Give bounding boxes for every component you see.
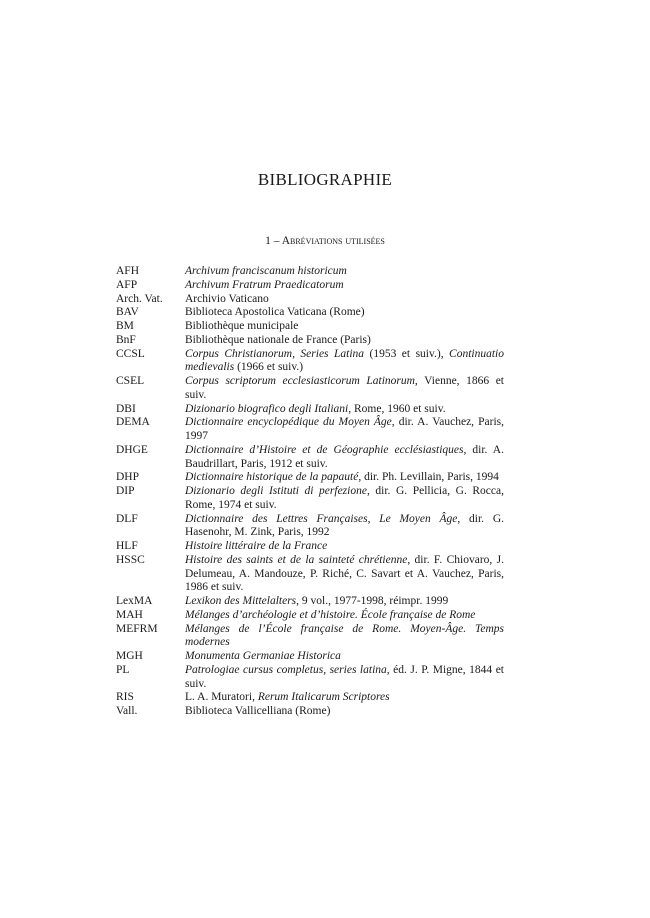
- abbreviation-description: [185, 664, 504, 692]
- section-heading: 1 – Abréviations utilisées: [265, 235, 385, 247]
- abbreviation-description: [185, 348, 504, 376]
- plain-text: Biblioteca Apostolica Vaticana (Rome): [185, 306, 365, 319]
- plain-text: (1953 et suiv.),: [364, 347, 450, 360]
- abbreviation-entry: [116, 265, 504, 279]
- abbreviation-code: HSSC: [116, 553, 145, 566]
- plain-text: Bibliothèque nationale de France (Paris): [185, 333, 371, 346]
- abbreviation-code: DIP: [116, 485, 135, 497]
- page-title: BIBLIOGRAPHIE: [257, 170, 393, 189]
- abbreviation-code: PL: [116, 663, 130, 676]
- abbreviation-code: BM: [116, 320, 134, 332]
- abbreviation-description: [185, 334, 504, 348]
- abbreviation-code: DEMA: [116, 416, 150, 429]
- abbreviation-code: DLF: [116, 512, 138, 525]
- abbreviation-description: [185, 540, 504, 554]
- abbreviation-code: MGH: [116, 650, 143, 662]
- plain-text: , dir. G. Pellicia, G. Rocca, Rome, 1974 et suiv.: [185, 485, 504, 511]
- plain-text: Archivio Vaticano: [185, 292, 269, 305]
- abbreviation-description: [185, 554, 504, 595]
- abbreviation-entry: [116, 320, 504, 334]
- abbreviation-entry: [116, 691, 504, 705]
- abbreviation-description: [185, 623, 504, 651]
- italic-text: Histoire des saints et de la sainteté chrétienne: [185, 553, 408, 566]
- abbreviation-description: [185, 609, 504, 623]
- abbreviation-code: DHP: [116, 471, 140, 484]
- italic-text: Dictionnaire d’Histoire et de Géographie ecclésiastiques: [185, 443, 464, 456]
- abbreviation-entry: [116, 554, 504, 595]
- abbreviation-entry: [116, 609, 504, 623]
- plain-text: , dir. A. Baudrillart, Paris, 1912 et suiv.: [185, 443, 504, 470]
- plain-text: , dir. F. Chiovaro, J. Delumeau, A. Mandouze, P. Riché, C. Savart et A. Vauchez, Paris, 1986 et suiv.: [185, 553, 505, 594]
- plain-text: , éd. J. P. Migne, 1844 et suiv.: [185, 663, 504, 690]
- abbreviation-entry: [116, 595, 504, 609]
- abbreviation-entry: [116, 279, 504, 293]
- plain-text: , 9 vol., 1977-1998, réimpr. 1999: [296, 595, 449, 607]
- plain-text: , dir. Ph. Levillain, Paris, 1994: [358, 471, 499, 484]
- abbreviation-code: RIS: [116, 691, 134, 704]
- abbreviation-code: CCSL: [116, 347, 145, 360]
- italic-text: Continuatio medievalis: [185, 347, 504, 374]
- abbreviation-entry: [116, 471, 504, 485]
- plain-text: Bibliothèque municipale: [185, 320, 299, 332]
- abbreviation-entry: [116, 540, 504, 554]
- plain-text: L. A. Muratori,: [185, 691, 258, 704]
- abbreviation-entry: [116, 416, 504, 444]
- abbreviation-description: [185, 293, 504, 307]
- abbreviation-code: LexMA: [116, 595, 153, 607]
- abbreviation-description: [185, 416, 504, 444]
- abbreviation-entry: [116, 375, 504, 403]
- italic-text: Corpus Christianorum, Series Latina: [185, 347, 365, 360]
- plain-text: Biblioteca Vallicelliana (Rome): [185, 705, 331, 717]
- italic-text: Archivum franciscanum historicum: [185, 265, 347, 277]
- italic-text: Rerum Italicarum Scriptores: [257, 691, 390, 704]
- abbreviation-description: [185, 650, 504, 664]
- abbreviation-code: Vall.: [116, 705, 138, 717]
- italic-text: Dizionario biografico degli Italiani: [185, 402, 349, 415]
- plain-text: , Vienne, 1866 et suiv.: [185, 375, 505, 401]
- abbreviation-code: MEFRM: [116, 622, 158, 635]
- abbreviation-entry: [116, 664, 504, 692]
- abbreviation-description: [185, 444, 504, 472]
- abbreviation-entry: [116, 705, 504, 719]
- abbreviation-entry: [116, 650, 504, 664]
- abbreviation-description: [185, 705, 504, 719]
- abbreviation-entry: [116, 348, 504, 376]
- italic-text: Archivum Fratrum Praedicatorum: [185, 278, 344, 291]
- abbreviation-description: [185, 471, 504, 485]
- abbreviation-code: BnF: [116, 333, 136, 346]
- abbreviation-entry: [116, 403, 504, 417]
- abbreviation-entry: [116, 485, 504, 513]
- abbreviation-description: [185, 595, 504, 609]
- abbreviation-entry: [116, 444, 504, 472]
- abbreviation-code: AFH: [116, 265, 140, 277]
- abbreviation-description: [185, 306, 504, 320]
- abbreviation-description: [185, 265, 504, 279]
- italic-text: Dizionario degli Istituti di perfezione: [185, 485, 367, 497]
- plain-text: , dir. G. Hasenohr, M. Zink, Paris, 1992: [185, 512, 504, 539]
- italic-text: Lexikon des Mittelalters: [185, 595, 297, 607]
- italic-text: Dictionnaire des Lettres Françaises, Le Moyen Âge: [185, 512, 458, 525]
- abbreviation-code: Arch. Vat.: [116, 292, 163, 305]
- italic-text: Mélanges d’archéologie et d’histoire. École française de Rome: [185, 608, 476, 621]
- abbreviation-description: [185, 403, 504, 417]
- italic-text: Corpus scriptorum ecclesiasticorum Latinorum: [185, 375, 415, 387]
- italic-text: Dictionnaire encyclopédique du Moyen Âge: [185, 416, 392, 429]
- abbreviation-entry: [116, 306, 504, 320]
- abbreviation-entry: [116, 623, 504, 651]
- plain-text: , dir. A. Vauchez, Paris, 1997: [185, 416, 504, 442]
- abbreviation-description: [185, 513, 504, 541]
- abbreviation-list: [116, 265, 504, 719]
- abbreviation-description: [185, 485, 504, 513]
- italic-text: Patrologiae cursus completus, series latina: [185, 663, 387, 676]
- plain-text: (1966 et suiv.): [234, 361, 304, 374]
- abbreviation-description: [185, 375, 504, 403]
- abbreviation-description: [185, 279, 504, 293]
- abbreviation-code: MAH: [116, 608, 143, 621]
- abbreviation-entry: [116, 334, 504, 348]
- abbreviation-code: HLF: [116, 540, 138, 552]
- italic-text: Histoire littéraire de la France: [185, 540, 328, 552]
- abbreviation-entry: [116, 293, 504, 307]
- abbreviation-code: AFP: [116, 278, 138, 291]
- abbreviation-description: [185, 691, 504, 705]
- abbreviation-code: CSEL: [116, 375, 145, 387]
- italic-text: Mélanges de l’École française de Rome. Moyen-Âge. Temps modernes: [185, 622, 504, 649]
- italic-text: Dictionnaire historique de la papauté: [185, 471, 359, 484]
- italic-text: Monumenta Germaniae Historica: [185, 650, 341, 662]
- plain-text: , Rome, 1960 et suiv.: [348, 402, 446, 415]
- abbreviation-description: [185, 320, 504, 334]
- abbreviation-code: DHGE: [116, 443, 148, 456]
- abbreviation-code: DBI: [116, 402, 136, 415]
- abbreviation-code: BAV: [116, 306, 139, 319]
- abbreviation-entry: [116, 513, 504, 541]
